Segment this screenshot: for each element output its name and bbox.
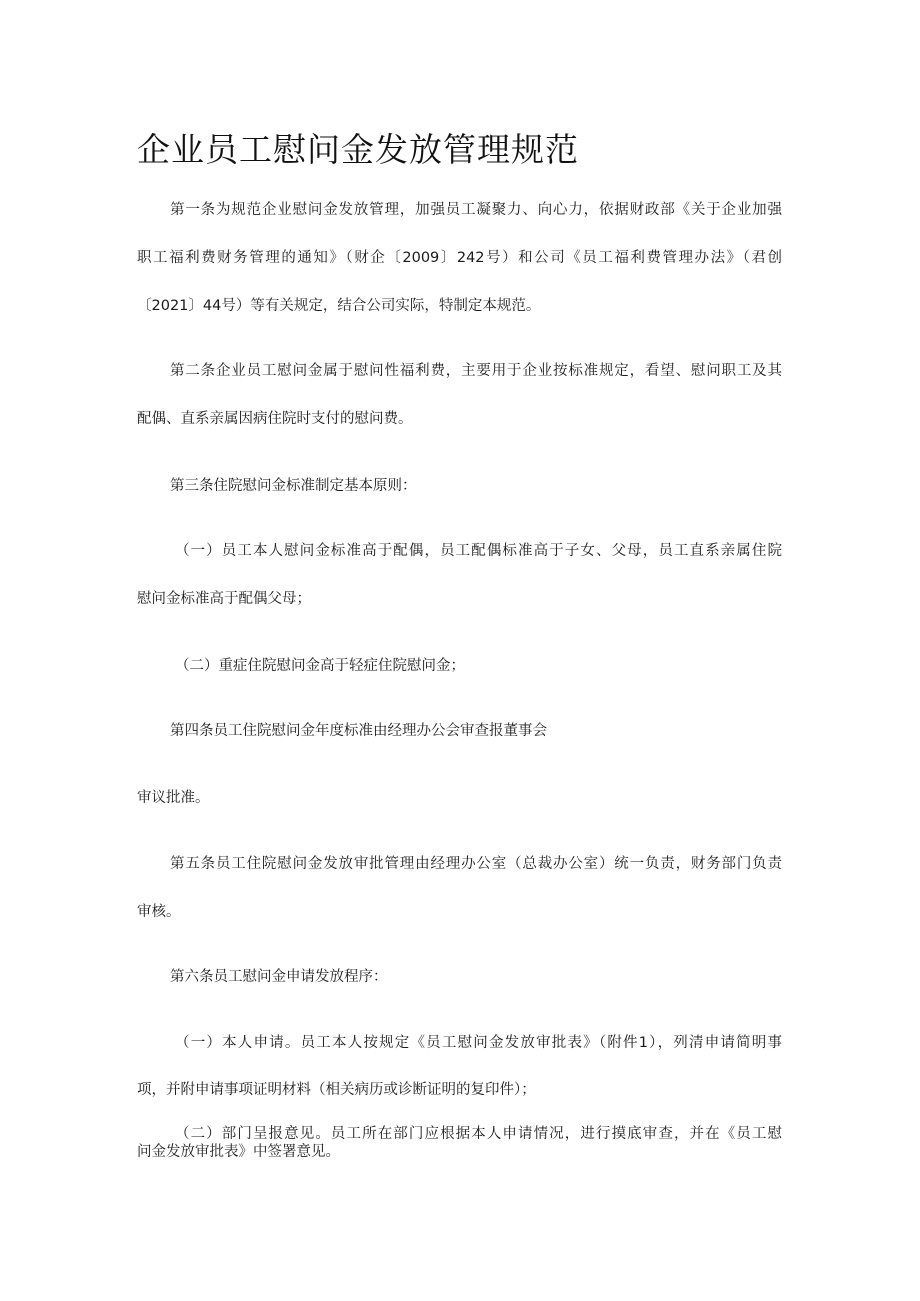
article-2-line-2: 配偶、直系亲属因病住院时支付的慰问费。 bbox=[137, 411, 413, 427]
article-1-line-3: 〔2021〕44号）等有关规定，结合公司实际，特制定本规范。 bbox=[137, 298, 541, 314]
article-3-item-1-line-2: 慰问金标准高于配偶父母； bbox=[137, 591, 311, 607]
article-3-heading: 第三条住院慰问金标准制定基本原则： bbox=[170, 478, 417, 494]
article-4-line-2: 审议批准。 bbox=[137, 790, 210, 806]
article-6-item-1-line-2: 项，并附申请事项证明材料（相关病历或诊断证明的复印件）； bbox=[137, 1082, 536, 1098]
article-1-line-1: 第一条为规范企业慰问金发放管理，加强员工凝聚力、向心力，依据财政部《关于企业加强 bbox=[170, 202, 782, 218]
article-3-item-1-line-1: （一）员工本人慰问金标准高于配偶，员工配偶标准高于子女、父母，员工直系亲属住院 bbox=[175, 543, 782, 559]
article-6-item-2-line-2: 问金发放审批表》中签署意见。 bbox=[137, 1144, 340, 1160]
article-5-line-2: 审核。 bbox=[137, 904, 181, 920]
article-2-line-1: 第二条企业员工慰问金属于慰问性福利费，主要用于企业按标准规定，看望、慰问职工及其 bbox=[170, 363, 782, 379]
document-title: 企业员工慰问金发放管理规范 bbox=[137, 130, 579, 169]
article-6-item-2-line-1: （二）部门呈报意见。员工所在部门应根据本人申请情况，进行摸底审查，并在《员工慰 bbox=[175, 1126, 782, 1142]
article-6-heading: 第六条员工慰问金申请发放程序： bbox=[170, 969, 388, 985]
article-5-line-1: 第五条员工住院慰问金发放审批管理由经理办公室（总裁办公室）统一负责，财务部门负责 bbox=[170, 856, 782, 872]
article-1-line-2: 职工福利费财务管理的通知》（财企〔2009〕242号）和公司《员工福利费管理办法》（君创 bbox=[137, 250, 782, 266]
article-6-item-1-line-1: （一）本人申请。员工本人按规定《员工慰问金发放审批表》（附件1），列清申请简明事 bbox=[175, 1035, 782, 1051]
article-4-line-1: 第四条员工住院慰问金年度标准由经理办公会审查报董事会 bbox=[170, 723, 547, 739]
article-3-item-2: （二）重症住院慰问金高于轻症住院慰问金； bbox=[175, 658, 465, 674]
